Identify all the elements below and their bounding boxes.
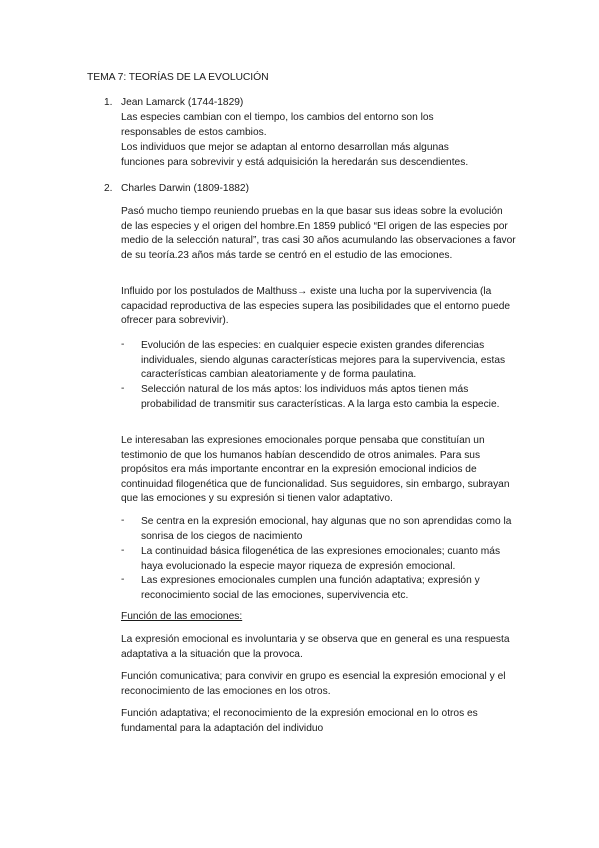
text-line: Las especies cambian con el tiempo, los cambios del entorno son los	[121, 112, 434, 123]
bullet-marker: -	[121, 383, 125, 394]
bullet-marker: -	[121, 574, 125, 585]
section-number: 1.	[104, 97, 113, 108]
function-paragraph: Función adaptativa; el reconocimiento de la expresión emocional en lo otros es fundamental para la adaptación del individuo	[121, 708, 478, 734]
page-title: TEMA 7: TEORÍAS DE LA EVOLUCIÓN	[87, 72, 269, 83]
function-paragraph: La expresión emocional es involuntaria y se observa que en general es una respuesta adaptativa a la situación que la provoca.	[121, 634, 510, 660]
bullet-marker: -	[121, 339, 125, 350]
text-line: funciones para sobrevivir y está adquisición la heredarán sus descendientes.	[121, 157, 469, 168]
section-number: 2.	[104, 183, 113, 194]
list-item: Se centra en la expresión emocional, hay algunas que no son aprendidas como la sonrisa de los ciegos de nacimiento	[141, 516, 512, 542]
subsection-heading: Función de las emociones:	[121, 611, 243, 622]
bullet-marker: -	[121, 545, 125, 556]
function-paragraph: Función comunicativa; para convivir en grupo es esencial la expresión emocional y el reconocimiento de las emociones en los otros.	[121, 671, 506, 697]
list-item: Evolución de las especies: en cualquier especie existen grandes diferencias individuales, siendo algunas características mejores para la supervivencia, estas características cambian aleatoriamente y de forma paulatina.	[141, 340, 506, 381]
darwin-paragraph: Pasó mucho tiempo reuniendo pruebas en la que basar sus ideas sobre la evolución de las especies y el origen del hombre.En 1859 publicó “El origen de las especies por medio de la selección natural”, tras casi 30 años acumulando las observaciones a favor de su teoría.23 años más tarde se centró en el estudio de las emociones.	[121, 206, 516, 261]
list-item: Las expresiones emocionales cumplen una función adaptativa; expresión y reconocimiento social de las emociones, supervivencia etc.	[141, 575, 480, 601]
text-line: Los individuos que mejor se adaptan al entorno desarrollan más algunas	[121, 142, 449, 153]
darwin-paragraph: Influido por los postulados de Malthuss→ existe una lucha por la supervivencia (la capacidad reproductiva de las especies supera las posibilidades que el entorno puede ofrecer para sobrevivir).	[121, 286, 511, 327]
darwin-paragraph: Le interesaban las expresiones emocionales porque pensaba que constituían un testimonio de que los humanos habían descendido de otros animales. Para sus propósitos era más importante encontrar en la expresión emocional indicios de continuidad filogenética que de funcionalidad. Sus seguidores, sin embargo, subrayan que las emociones y su expresión si tienen valor adaptativo.	[121, 435, 510, 505]
list-item: Selección natural de los más aptos: los individuos más aptos tienen más probabilidad de transmitir sus características. A la larga esto cambia la especie.	[141, 384, 500, 410]
lamarck-text	[121, 110, 516, 170]
bullet-marker: -	[121, 515, 125, 526]
list-item: La continuidad básica filogenética de las expresiones emocionales; cuanto más haya evolucionado la especie mayor riqueza de expresión emocional.	[141, 546, 501, 572]
section-heading: Charles Darwin (1809-1882)	[121, 183, 249, 194]
text-line: responsables de estos cambios.	[121, 127, 267, 138]
section-heading: Jean Lamarck (1744-1829)	[121, 97, 244, 108]
